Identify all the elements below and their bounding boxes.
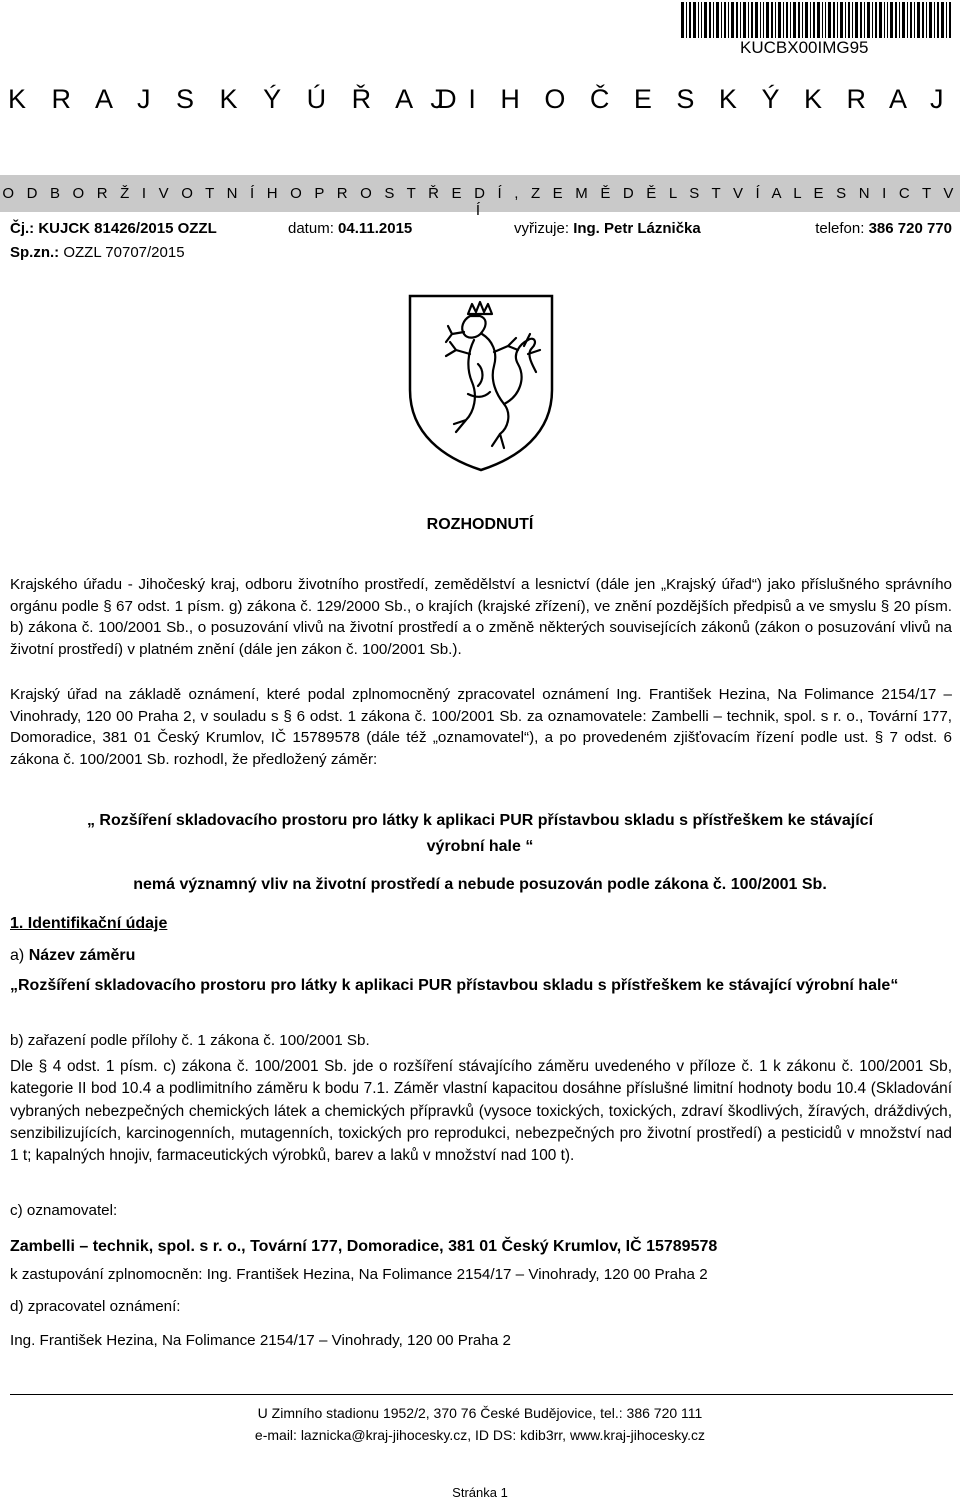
verdict: nemá významný vliv na životní prostředí a nebude posuzován podle zákona č. 100/2001 Sb. <box>133 876 827 893</box>
header-office-name: K R A J S K Ý Ú Ř A D <box>8 84 466 114</box>
vyrizuje-value: Ing. Petr Láznička <box>573 220 701 237</box>
barcode-code: KUCBX00IMG95 <box>740 38 869 57</box>
project-title-value: „Rozšíření skladovacího prostoru pro látky k aplikaci PUR přístavbou skladu s přístřeškem ke stávající výrobní hale“ <box>10 977 899 994</box>
phone <box>815 220 952 237</box>
spzn-label: Sp.zn.: <box>10 244 60 261</box>
spzn-value: OZZL 70707/2015 <box>63 244 185 261</box>
classification-text: Dle § 4 odst. 1 písm. c) zákona č. 100/2001 Sb. jde o rozšíření stávajícího záměru uvedeného v příloze č. 1 k zákonu č. 100/2001 Sb, kategorie II bod 10.4 a podlimitního záměru k bodu 7.1. Záměr vlastní kapacitou dosáhne příslušné limitní hodnoty bodu 10.4 (Skladování vybraných nebezpečných chemických látek a chemických přípravků (vysoce toxických, toxických, zdraví škodlivých, žíravých, dráždivých, senzibilizujících, karcinogenních, mutagenních, toxických pro reprodukci, nebezpečných pro životní prostředí) a pesticidů v množství nad 1 t; kapalných hnojiv, farmaceutických výrobků, barev a laků v množství nad 100 t). <box>10 1058 952 1165</box>
page-title: ROZHODNUTÍ <box>426 516 534 533</box>
date <box>288 220 412 237</box>
telefon-value: 386 720 770 <box>868 220 952 237</box>
project-name-line2: výrobní hale “ <box>426 838 534 855</box>
cj-value: KUJCK 81426/2015 OZZL <box>38 220 217 237</box>
processor-label: d) zpracovatel oznámení: <box>10 1298 181 1315</box>
footer-divider <box>10 1394 953 1395</box>
page-number: Stránka 1 <box>452 1485 508 1500</box>
coat-of-arms-lion-emblem <box>408 294 554 472</box>
file-number <box>10 244 185 261</box>
footer-contact: e-mail: laznicka@kraj-jihocesky.cz, ID DS: kdib3rr, www.kraj-jihocesky.cz <box>254 1427 706 1443</box>
project-title-text: Název záměru <box>28 947 136 964</box>
decision-paragraph: Krajský úřad na základě oznámení, které podal zplnomocněný zpracovatel oznámení Ing. František Hezina, Na Folimance 2154/17 – Vinohrady, 120 00 Praha 2, v souladu s § 6 odst. 1 zákona č. 100/2001 Sb. za oznamovatele: Zambelli – technik, spol. s r. o., Tovární 177, Domoradice, 381 01 Český Krumlov, IČ 15789578 (dále též „oznamovatel“), a po provedeném zjišťovacím řízení podle ust. § 7 odst. 6 zákona č. 100/2001 Sb. rozhodl, že předložený záměr: <box>10 686 952 768</box>
project-name-line1: „ Rozšíření skladovacího prostoru pro látky k aplikaci PUR přístavbou skladu s přístřeškem ke stávající <box>86 812 874 829</box>
barcode <box>681 2 951 38</box>
cj-label: Čj.: <box>10 220 35 237</box>
department-name: O D B O R Ž I V O T N Í H O P R O S T Ř E D Í , Z E M Ě D Ě L S T V Í A L E S N I C T V Í <box>2 185 958 219</box>
notifier-label: c) oznamovatel: <box>10 1202 118 1219</box>
processor-name: Ing. František Hezina, Na Folimance 2154/17 – Vinohrady, 120 00 Praha 2 <box>10 1332 511 1349</box>
datum-value: 04.11.2015 <box>338 220 413 237</box>
project-title-prefix: a) <box>10 947 25 964</box>
header-region-name: J I H O Č E S K Ý K R A J <box>430 84 952 114</box>
datum-label: datum: <box>288 220 334 237</box>
handled-by <box>514 220 701 237</box>
reference-number <box>10 220 217 237</box>
intro-paragraph: Krajského úřadu - Jihočeský kraj, odboru životního prostředí, zemědělství a lesnictví (dále jen „Krajský úřad“) jako příslušného správního orgánu podle § 67 odst. 1 písm. g) zákona č. 129/2000 Sb., o krajích (krajské zřízení), ve znění pozdějších předpisů a ve smyslu § 20 písm. b) zákona č. 100/2001 Sb., o posuzování vlivů na životní prostředí a o změně některých souvisejících zákonů (zákon o posuzování vlivů na životní prostředí) v platném znění (dále jen zákon č. 100/2001 Sb.). <box>10 576 952 658</box>
vyrizuje-label: vyřizuje: <box>514 220 570 237</box>
section-heading: 1. Identifikační údaje <box>10 915 168 932</box>
classification-label: b) zařazení podle přílohy č. 1 zákona č. 100/2001 Sb. <box>10 1032 370 1049</box>
notifier-representative: k zastupování zplnomocněn: Ing. František Hezina, Na Folimance 2154/17 – Vinohrady, 120 00 Praha 2 <box>10 1266 708 1283</box>
project-title-label <box>10 947 135 965</box>
footer-address: U Zimního stadionu 1952/2, 370 76 České Budějovice, tel.: 386 720 111 <box>257 1405 703 1421</box>
notifier-name: Zambelli – technik, spol. s r. o., Tovární 177, Domoradice, 381 01 Český Krumlov, IČ 15789578 <box>10 1238 718 1255</box>
telefon-label: telefon: <box>815 220 865 237</box>
